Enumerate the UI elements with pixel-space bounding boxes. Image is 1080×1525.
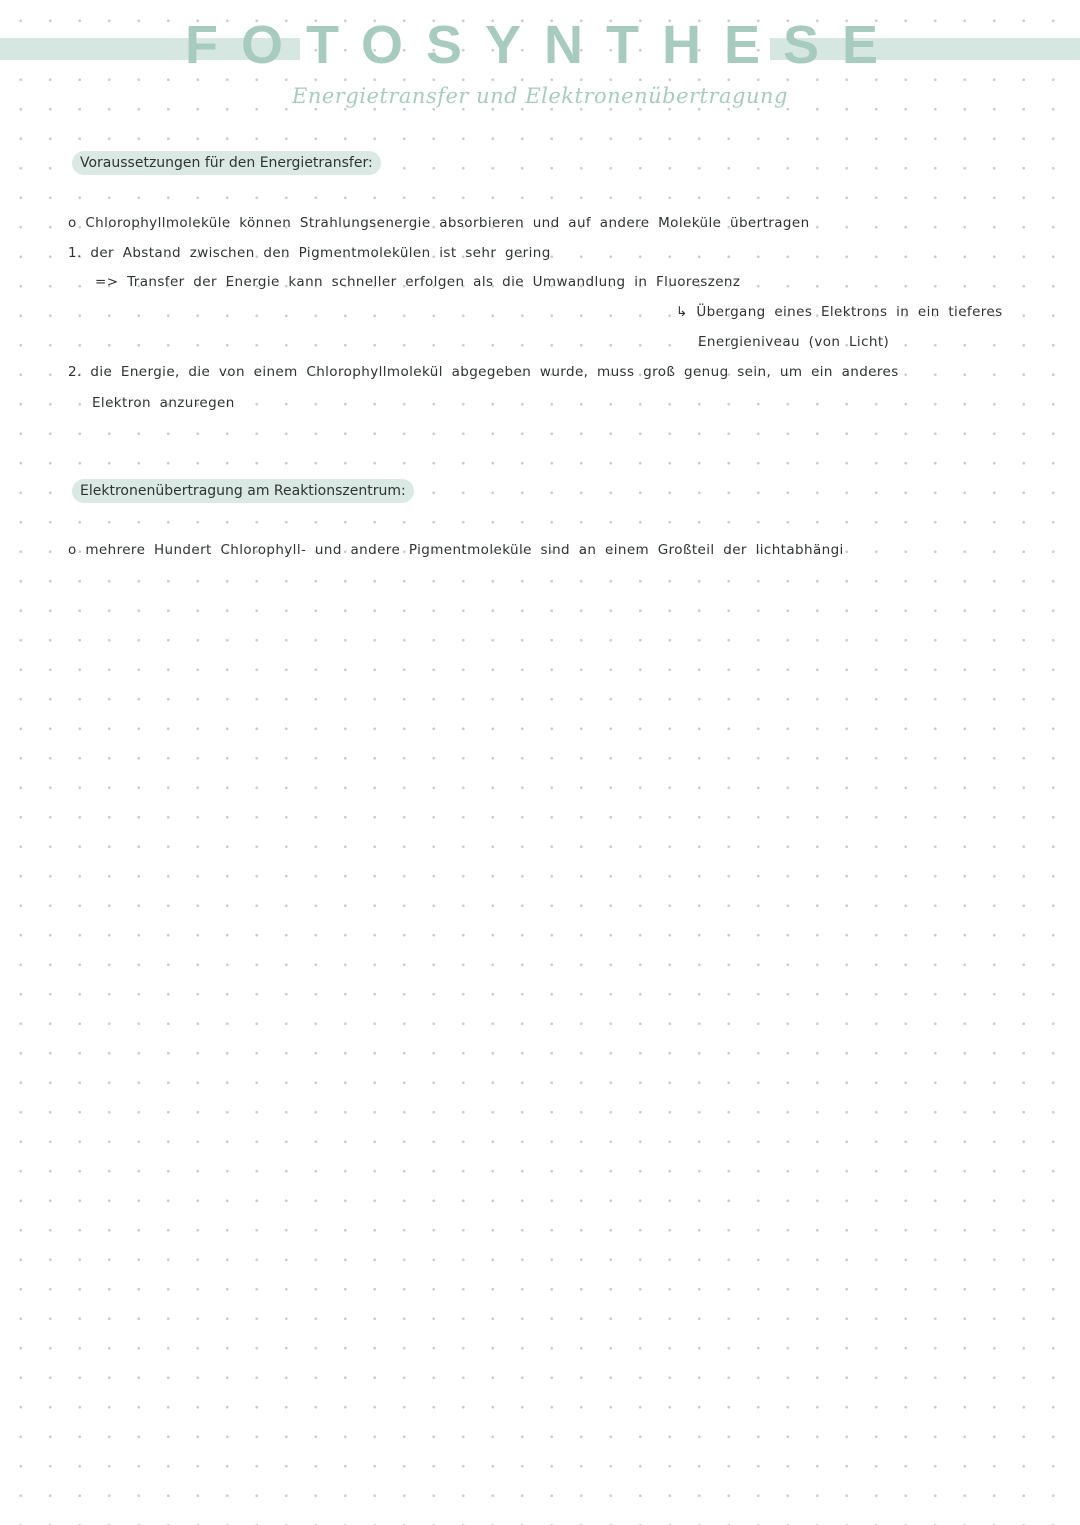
note-line: o mehrere Hundert Chlorophyll- und andere Pigmentmoleküle sind an einem Großteil der lichtabhängi — [68, 542, 844, 558]
note-line: 2. die Energie, die von einem Chlorophyllmolekül abgegeben wurde, muss groß genug sein, um ein anderes — [68, 364, 899, 380]
page-subtitle: Energietransfer und Elektronenübertragung — [292, 84, 788, 108]
note-line: 1. der Abstand zwischen den Pigmentmolekülen ist sehr gering — [68, 245, 551, 261]
note-line: => Transfer der Energie kann schneller erfolgen als die Umwandlung in Fluoreszenz — [95, 274, 741, 290]
note-line: o Chlorophyllmoleküle können Strahlungsenergie absorbieren und auf andere Moleküle übertragen — [68, 215, 810, 231]
note-line: Energieniveau (von Licht) — [698, 334, 890, 350]
section-heading-energietransfer: Voraussetzungen für den Energietransfer: — [72, 151, 381, 175]
note-line: ↳ Übergang eines Elektrons in ein tieferes — [676, 304, 1003, 320]
page-title: FOTOSYNTHESE — [184, 15, 902, 75]
section-heading-elektronenuebertragung: Elektronenübertragung am Reaktionszentrum: — [72, 479, 414, 503]
note-line: Elektron anzuregen — [92, 395, 235, 411]
